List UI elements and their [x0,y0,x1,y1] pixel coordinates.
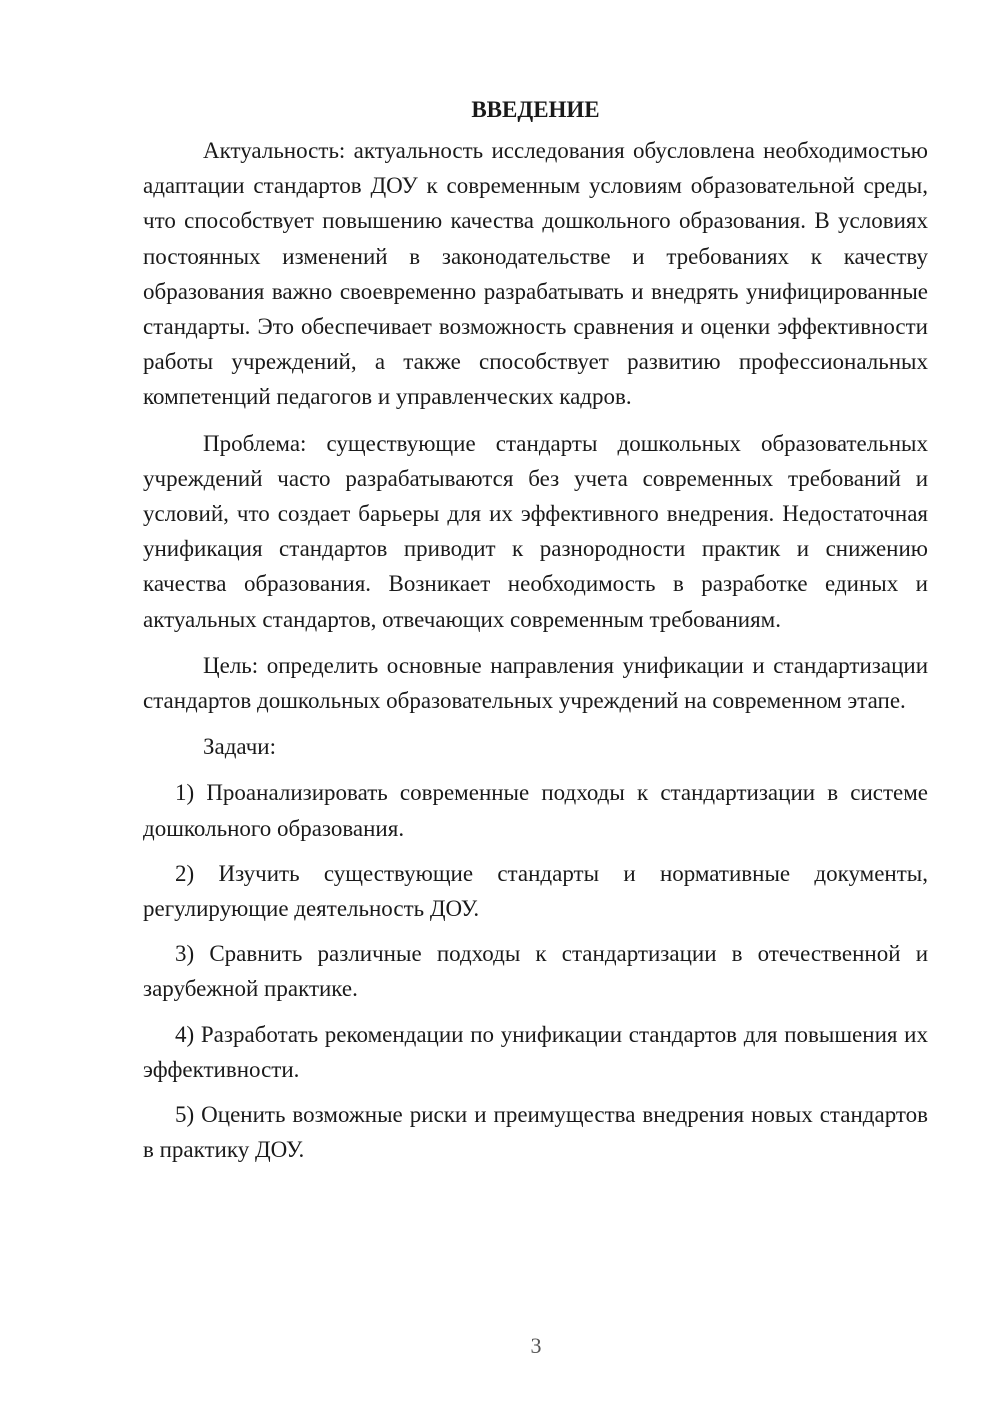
task-item-1: 1) Проанализировать современные подходы к стандартизации в системе дошкольного образования. [143,780,928,841]
paragraph-goal: Цель: определить основные направления унификации и стандартизации стандартов дошкольных образовательных учреждений на современном этапе. [143,652,928,714]
task-item-3: 3) Сравнить различные подходы к стандартизации в отечественной и зарубежной практике. [143,941,928,1002]
paragraph-relevance: Актуальность: актуальность исследования обусловлена необходимостью адаптации стандартов ДОУ к современным условиям образовательной среды, что способствует повышению качества дошкольного образования. В условиях постоянных изменений в законодательстве и требованиях к качеству образования важно своевременно разрабатывать и внедрять унифицированные стандарты. Это обеспечивает возможность сравнения и оценки эффективности работы учреждений, а также способствует развитию профессиональных компетенций педагогов и управленческих кадров. [143,138,928,410]
task-item-2: 2) Изучить существующие стандарты и нормативные документы, регулирующие деятельность ДОУ. [143,860,928,922]
task-item-5: 5) Оценить возможные риски и преимущества внедрения новых стандартов в практику ДОУ. [143,1102,928,1163]
tasks-title: Задачи: [203,734,276,760]
paragraph-problem: Проблема: существующие стандарты дошкольных образовательных учреждений часто разрабатываются без учета современных требований и условий, что создает барьеры для их эффективного внедрения. Недостаточная унификация стандартов приводит к разнородности практик и снижению качества образования. Возникает необходимость в разработке единых и актуальных стандартов, отвечающих современным требованиям. [143,430,928,632]
task-item-4: 4) Разработать рекомендации по унификации стандартов для повышения их эффективности. [143,1021,928,1082]
page-number: 3 [530,1333,542,1358]
document-page [143,92,928,1177]
section-heading: ВВЕДЕНИЕ [471,97,600,122]
